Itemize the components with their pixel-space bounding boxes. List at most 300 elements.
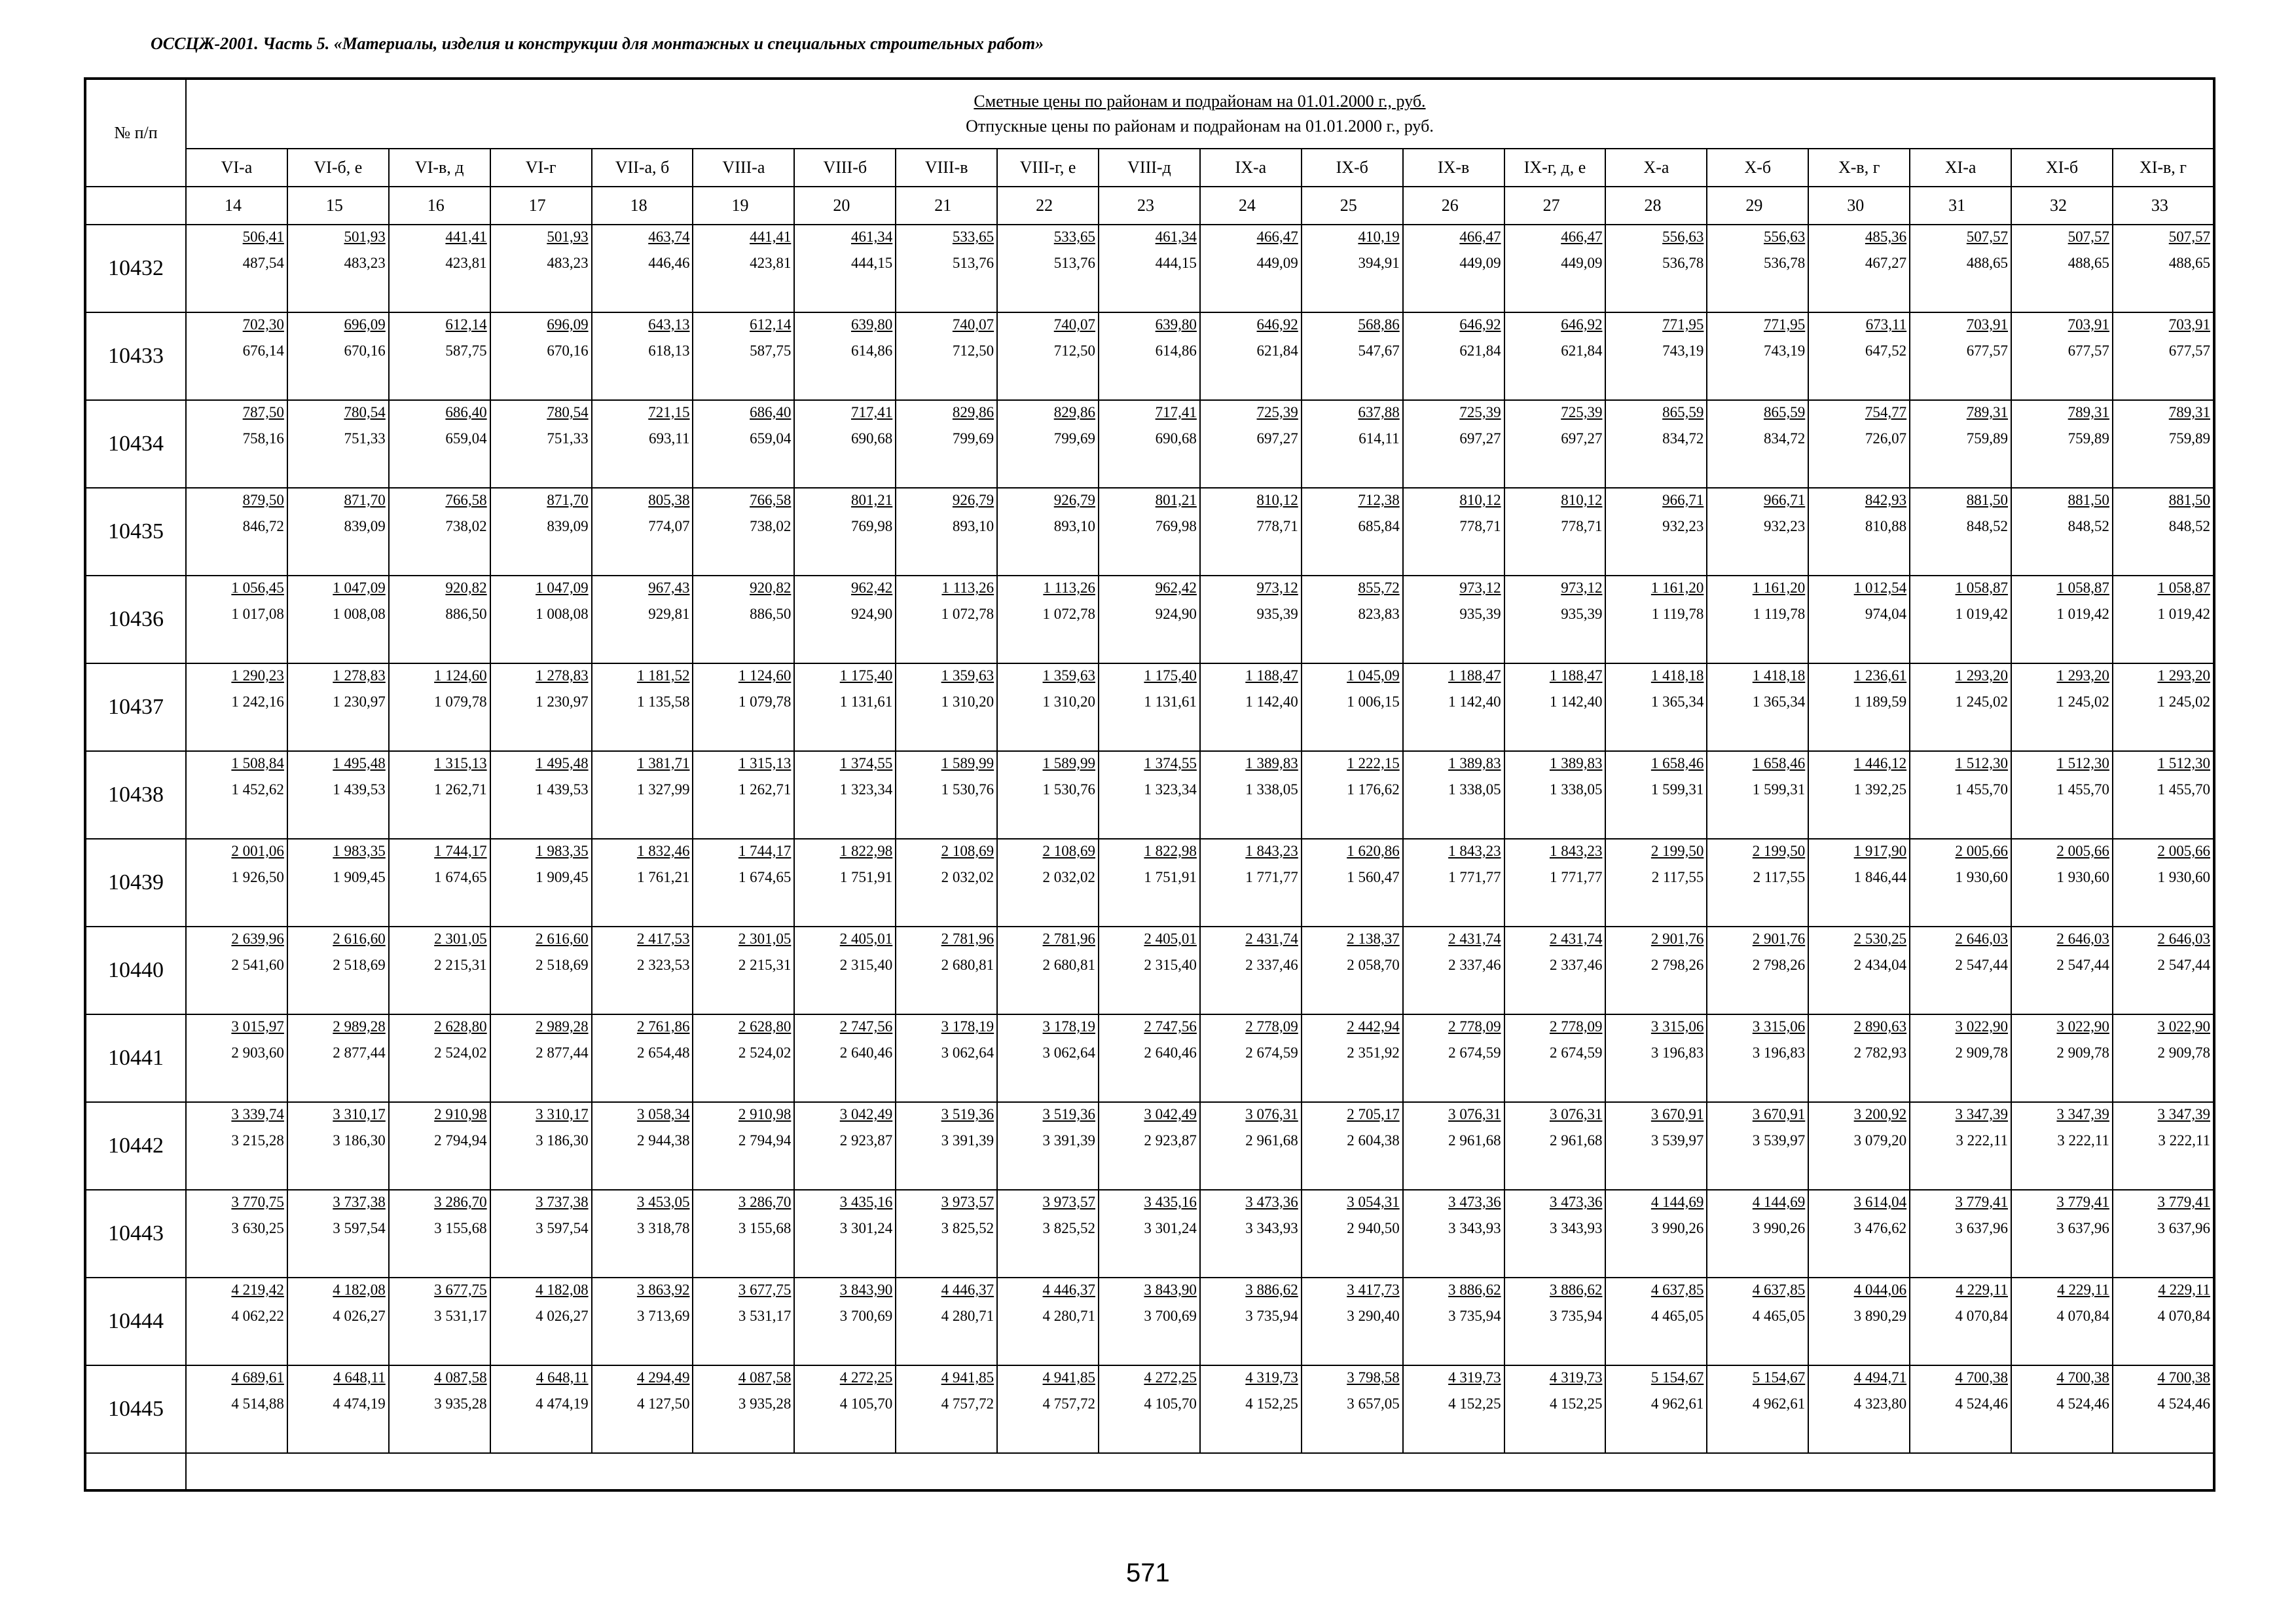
estimated-price: 721,15 bbox=[648, 404, 690, 420]
price-cell bbox=[1808, 839, 1910, 927]
price-cell bbox=[1707, 225, 1808, 312]
district-header: XI-б bbox=[2011, 149, 2113, 187]
release-price: 3 539,97 bbox=[1752, 1132, 1806, 1149]
estimated-price: 4 494,71 bbox=[1853, 1369, 1907, 1386]
release-price: 1 119,78 bbox=[1651, 606, 1704, 622]
price-cell bbox=[2011, 400, 2113, 488]
column-number: 29 bbox=[1707, 187, 1808, 225]
district-header: VI-в, д bbox=[389, 149, 490, 187]
release-price: 1 930,60 bbox=[2056, 869, 2109, 885]
release-price: 3 476,62 bbox=[1853, 1220, 1907, 1236]
estimated-price: 1 124,60 bbox=[738, 667, 792, 684]
estimated-price: 2 901,76 bbox=[1752, 931, 1806, 947]
release-price: 690,68 bbox=[850, 430, 893, 447]
release-price: 1 189,59 bbox=[1853, 693, 1907, 710]
release-price: 2 032,02 bbox=[1042, 869, 1096, 885]
estimated-price: 2 005,66 bbox=[2157, 843, 2210, 859]
price-cell bbox=[1403, 1278, 1504, 1365]
release-price: 1 176,62 bbox=[1347, 781, 1400, 798]
estimated-price: 766,58 bbox=[445, 492, 487, 508]
table-row bbox=[85, 1102, 2214, 1190]
estimated-price: 1 389,83 bbox=[1448, 755, 1501, 771]
price-cell bbox=[2011, 751, 2113, 839]
estimated-price: 3 435,16 bbox=[1144, 1194, 1197, 1210]
price-cell bbox=[389, 400, 490, 488]
price-cell bbox=[1808, 1365, 1910, 1453]
estimated-price: 2 301,05 bbox=[434, 931, 487, 947]
release-price: 759,89 bbox=[2068, 430, 2109, 447]
table-row bbox=[85, 312, 2214, 400]
release-price: 1 019,42 bbox=[2157, 606, 2210, 622]
release-price: 2 215,31 bbox=[434, 957, 487, 973]
estimated-price: 4 700,38 bbox=[2056, 1369, 2109, 1386]
price-cell bbox=[1200, 927, 1302, 1014]
price-cell bbox=[2113, 488, 2214, 576]
estimated-price: 4 637,85 bbox=[1650, 1282, 1704, 1298]
release-price: 3 735,94 bbox=[1549, 1308, 1603, 1324]
estimated-price: 2 616,60 bbox=[333, 931, 386, 947]
price-cell bbox=[287, 1014, 389, 1102]
release-price: 3 597,54 bbox=[536, 1220, 589, 1236]
release-price: 769,98 bbox=[850, 518, 893, 534]
price-cell bbox=[186, 751, 287, 839]
release-price: 587,75 bbox=[750, 342, 792, 359]
price-cell bbox=[1302, 839, 1403, 927]
estimated-price: 556,63 bbox=[1662, 229, 1704, 245]
district-header: VIII-а bbox=[693, 149, 794, 187]
release-price: 799,69 bbox=[1053, 430, 1096, 447]
release-price: 2 944,38 bbox=[636, 1132, 690, 1149]
release-price: 2 674,59 bbox=[1245, 1044, 1298, 1061]
estimated-price: 966,71 bbox=[1764, 492, 1806, 508]
estimated-price: 881,50 bbox=[2168, 492, 2210, 508]
price-cell bbox=[1605, 225, 1707, 312]
estimated-price: 2 616,60 bbox=[536, 931, 589, 947]
release-price: 1 599,31 bbox=[1650, 781, 1704, 798]
release-price: 2 909,78 bbox=[1955, 1044, 2009, 1061]
estimated-price: 789,31 bbox=[2168, 404, 2210, 420]
release-price: 974,04 bbox=[1865, 606, 1907, 622]
release-price: 1 135,58 bbox=[636, 693, 690, 710]
table-row bbox=[85, 576, 2214, 663]
estimated-price: 4 700,38 bbox=[1955, 1369, 2009, 1386]
release-price: 839,09 bbox=[547, 518, 589, 534]
table-row bbox=[85, 839, 2214, 927]
release-price: 488,65 bbox=[2168, 255, 2210, 271]
estimated-price: 2 108,69 bbox=[941, 843, 994, 859]
estimated-price: 4 229,11 bbox=[2158, 1282, 2210, 1298]
estimated-price: 1 983,35 bbox=[333, 843, 386, 859]
price-cell bbox=[1504, 751, 1606, 839]
release-price: 697,27 bbox=[1561, 430, 1603, 447]
release-price: 726,07 bbox=[1865, 430, 1907, 447]
release-price: 3 657,05 bbox=[1347, 1395, 1400, 1412]
price-cell bbox=[1707, 400, 1808, 488]
release-price: 4 127,50 bbox=[636, 1395, 690, 1412]
estimated-price: 2 530,25 bbox=[1853, 931, 1907, 947]
estimated-price: 2 890,63 bbox=[1853, 1018, 1907, 1035]
release-price: 690,68 bbox=[1155, 430, 1197, 447]
price-cell bbox=[997, 576, 1099, 663]
estimated-price: 754,77 bbox=[1865, 404, 1907, 420]
price-cell bbox=[1302, 225, 1403, 312]
release-price: 743,19 bbox=[1662, 342, 1704, 359]
estimated-price: 3 315,06 bbox=[1650, 1018, 1704, 1035]
release-price: 2 518,69 bbox=[333, 957, 386, 973]
column-number-blank bbox=[85, 187, 186, 225]
release-price: 3 597,54 bbox=[333, 1220, 386, 1236]
price-cell bbox=[389, 1278, 490, 1365]
release-price: 2 909,78 bbox=[2157, 1044, 2210, 1061]
release-price: 1 455,70 bbox=[2157, 781, 2210, 798]
release-price: 2 903,60 bbox=[231, 1044, 284, 1061]
price-cell bbox=[287, 312, 389, 400]
release-price: 487,54 bbox=[242, 255, 284, 271]
estimated-price: 1 175,40 bbox=[1144, 667, 1197, 684]
district-header: VIII-б bbox=[794, 149, 896, 187]
price-cell bbox=[1200, 312, 1302, 400]
estimated-price: 1 822,98 bbox=[839, 843, 893, 859]
estimated-price: 725,39 bbox=[1256, 404, 1298, 420]
release-price: 1 242,16 bbox=[231, 693, 284, 710]
release-price: 2 680,81 bbox=[1042, 957, 1096, 973]
estimated-price: 1 832,46 bbox=[636, 843, 690, 859]
price-cell bbox=[1605, 1365, 1707, 1453]
table-row bbox=[85, 488, 2214, 576]
estimated-price: 1 188,47 bbox=[1448, 667, 1501, 684]
release-price: 1 751,91 bbox=[1144, 869, 1197, 885]
column-number: 33 bbox=[2113, 187, 2214, 225]
price-cell bbox=[1910, 576, 2011, 663]
price-cell bbox=[1200, 1190, 1302, 1278]
estimated-price: 1 512,30 bbox=[2056, 755, 2109, 771]
release-price: 2 877,44 bbox=[536, 1044, 589, 1061]
release-price: 2 782,93 bbox=[1853, 1044, 1907, 1061]
estimated-price: 2 747,56 bbox=[839, 1018, 893, 1035]
release-price: 4 962,61 bbox=[1650, 1395, 1704, 1412]
release-price: 2 923,87 bbox=[839, 1132, 893, 1149]
release-price: 2 524,02 bbox=[434, 1044, 487, 1061]
caption-otpusk: Отпускные цены по районам и подрайонам на 01.01.2000 г., руб. bbox=[966, 117, 1434, 136]
row-number: 10440 bbox=[85, 927, 186, 1014]
price-cell bbox=[186, 927, 287, 1014]
estimated-price: 787,50 bbox=[242, 404, 284, 420]
column-number: 18 bbox=[592, 187, 693, 225]
release-price: 2 547,44 bbox=[2157, 957, 2210, 973]
price-cell bbox=[1910, 1278, 2011, 1365]
release-price: 778,71 bbox=[1459, 518, 1501, 534]
release-price: 3 186,30 bbox=[333, 1132, 386, 1149]
price-cell bbox=[1910, 400, 2011, 488]
estimated-price: 3 863,92 bbox=[636, 1282, 690, 1298]
estimated-price: 4 700,38 bbox=[2157, 1369, 2210, 1386]
estimated-price: 463,74 bbox=[648, 229, 690, 245]
release-price: 2 323,53 bbox=[636, 957, 690, 973]
estimated-price: 2 405,01 bbox=[1144, 931, 1197, 947]
estimated-price: 3 315,06 bbox=[1752, 1018, 1806, 1035]
release-price: 3 700,69 bbox=[1144, 1308, 1197, 1324]
price-cell bbox=[1707, 751, 1808, 839]
release-price: 2 337,46 bbox=[1549, 957, 1603, 973]
price-cell bbox=[997, 1190, 1099, 1278]
price-cell bbox=[1808, 1014, 1910, 1102]
price-cell bbox=[1200, 400, 1302, 488]
estimated-price: 2 781,96 bbox=[941, 931, 994, 947]
release-price: 1 909,45 bbox=[536, 869, 589, 885]
estimated-price: 4 941,85 bbox=[941, 1369, 994, 1386]
price-cell bbox=[490, 1365, 592, 1453]
price-cell bbox=[1504, 1278, 1606, 1365]
release-price: 3 062,64 bbox=[1042, 1044, 1096, 1061]
estimated-price: 1 315,13 bbox=[434, 755, 487, 771]
estimated-price: 1 446,12 bbox=[1853, 755, 1907, 771]
price-cell bbox=[693, 400, 794, 488]
estimated-price: 4 272,25 bbox=[1144, 1369, 1197, 1386]
release-price: 513,76 bbox=[1053, 255, 1096, 271]
estimated-price: 1 058,87 bbox=[1955, 580, 2009, 596]
estimated-price: 4 637,85 bbox=[1752, 1282, 1806, 1298]
release-price: 3 222,11 bbox=[2057, 1132, 2109, 1149]
estimated-price: 4 182,08 bbox=[333, 1282, 386, 1298]
estimated-price: 2 646,03 bbox=[2056, 931, 2109, 947]
price-cell bbox=[1910, 1190, 2011, 1278]
release-price: 4 474,19 bbox=[536, 1395, 589, 1412]
release-price: 3 935,28 bbox=[434, 1395, 487, 1412]
district-header: VI-а bbox=[186, 149, 287, 187]
price-cell bbox=[592, 1014, 693, 1102]
price-cell bbox=[1504, 312, 1606, 400]
estimated-price: 725,39 bbox=[1561, 404, 1603, 420]
price-cell bbox=[1403, 839, 1504, 927]
estimated-price: 3 779,41 bbox=[1955, 1194, 2009, 1210]
estimated-price: 2 199,50 bbox=[1650, 843, 1704, 859]
estimated-price: 1 359,63 bbox=[941, 667, 994, 684]
estimated-price: 1 822,98 bbox=[1144, 843, 1197, 859]
price-cell bbox=[389, 312, 490, 400]
price-cell bbox=[1200, 839, 1302, 927]
estimated-price: 1 181,52 bbox=[636, 667, 690, 684]
price-cell bbox=[1403, 751, 1504, 839]
estimated-price: 1 589,99 bbox=[1042, 755, 1096, 771]
price-cell bbox=[1504, 839, 1606, 927]
release-price: 2 961,68 bbox=[1549, 1132, 1603, 1149]
release-price: 834,72 bbox=[1662, 430, 1704, 447]
estimated-price: 871,70 bbox=[547, 492, 589, 508]
release-price: 1 017,08 bbox=[231, 606, 284, 622]
release-price: 449,09 bbox=[1561, 255, 1603, 271]
price-cell bbox=[1302, 1014, 1403, 1102]
district-header: IX-г, д, е bbox=[1504, 149, 1606, 187]
estimated-price: 3 178,19 bbox=[1042, 1018, 1096, 1035]
price-cell bbox=[1504, 1102, 1606, 1190]
price-cell bbox=[1302, 488, 1403, 576]
column-number: 27 bbox=[1504, 187, 1606, 225]
district-header: VIII-г, е bbox=[997, 149, 1099, 187]
price-cell bbox=[896, 927, 997, 1014]
district-header: XI-в, г bbox=[2113, 149, 2214, 187]
estimated-price: 3 973,57 bbox=[1042, 1194, 1096, 1210]
price-cell bbox=[490, 488, 592, 576]
column-number: 19 bbox=[693, 187, 794, 225]
estimated-price: 3 779,41 bbox=[2157, 1194, 2210, 1210]
estimated-price: 461,34 bbox=[850, 229, 893, 245]
price-cell bbox=[1403, 1014, 1504, 1102]
release-price: 2 315,40 bbox=[839, 957, 893, 973]
column-number: 31 bbox=[1910, 187, 2011, 225]
estimated-price: 3 519,36 bbox=[1042, 1106, 1096, 1122]
district-header: IX-в bbox=[1403, 149, 1504, 187]
price-cell bbox=[997, 663, 1099, 751]
price-cell bbox=[1808, 400, 1910, 488]
row-number: 10437 bbox=[85, 663, 186, 751]
column-number: 24 bbox=[1200, 187, 1302, 225]
release-price: 932,23 bbox=[1764, 518, 1806, 534]
district-row bbox=[85, 149, 2214, 187]
release-price: 3 196,83 bbox=[1752, 1044, 1806, 1061]
release-price: 3 391,39 bbox=[941, 1132, 994, 1149]
estimated-price: 2 989,28 bbox=[333, 1018, 386, 1035]
release-price: 751,33 bbox=[547, 430, 589, 447]
price-cell bbox=[1707, 663, 1808, 751]
estimated-price: 1 843,23 bbox=[1549, 843, 1603, 859]
price-cell bbox=[693, 751, 794, 839]
row-number: 10443 bbox=[85, 1190, 186, 1278]
estimated-price: 962,42 bbox=[850, 580, 893, 596]
estimated-price: 3 054,31 bbox=[1347, 1194, 1400, 1210]
estimated-price: 612,14 bbox=[750, 316, 792, 333]
release-price: 1 131,61 bbox=[839, 693, 893, 710]
release-price: 446,46 bbox=[648, 255, 690, 271]
estimated-price: 3 886,62 bbox=[1448, 1282, 1501, 1298]
release-price: 2 798,26 bbox=[1752, 957, 1806, 973]
price-cell bbox=[1707, 1014, 1808, 1102]
estimated-price: 967,43 bbox=[648, 580, 690, 596]
estimated-price: 501,93 bbox=[344, 229, 386, 245]
estimated-price: 973,12 bbox=[1459, 580, 1501, 596]
column-number: 16 bbox=[389, 187, 490, 225]
price-cell bbox=[1200, 488, 1302, 576]
estimated-price: 2 001,06 bbox=[231, 843, 284, 859]
release-price: 3 155,68 bbox=[738, 1220, 792, 1236]
release-price: 743,19 bbox=[1764, 342, 1806, 359]
release-price: 778,71 bbox=[1561, 518, 1603, 534]
estimated-price: 1 278,83 bbox=[333, 667, 386, 684]
estimated-price: 1 389,83 bbox=[1549, 755, 1603, 771]
price-cell bbox=[794, 839, 896, 927]
price-cell bbox=[2113, 400, 2214, 488]
price-cell bbox=[1605, 1278, 1707, 1365]
release-price: 1 245,02 bbox=[2056, 693, 2109, 710]
release-price: 1 452,62 bbox=[231, 781, 284, 798]
price-cell bbox=[997, 1014, 1099, 1102]
estimated-price: 3 886,62 bbox=[1245, 1282, 1298, 1298]
empty-cell bbox=[85, 1453, 186, 1490]
release-price: 924,90 bbox=[1155, 606, 1197, 622]
estimated-price: 1 058,87 bbox=[2157, 580, 2210, 596]
price-cell bbox=[287, 1278, 389, 1365]
price-cell bbox=[794, 663, 896, 751]
estimated-price: 881,50 bbox=[1966, 492, 2009, 508]
release-price: 834,72 bbox=[1764, 430, 1806, 447]
price-cell bbox=[592, 751, 693, 839]
price-cell bbox=[389, 1365, 490, 1453]
release-price: 659,04 bbox=[445, 430, 487, 447]
estimated-price: 3 670,91 bbox=[1650, 1106, 1704, 1122]
price-cell bbox=[1403, 1365, 1504, 1453]
estimated-price: 4 648,11 bbox=[333, 1369, 386, 1386]
price-cell bbox=[1808, 927, 1910, 1014]
release-price: 2 654,48 bbox=[636, 1044, 690, 1061]
estimated-price: 533,65 bbox=[1053, 229, 1096, 245]
estimated-price: 3 339,74 bbox=[231, 1106, 284, 1122]
estimated-price: 2 431,74 bbox=[1245, 931, 1298, 947]
release-price: 2 674,59 bbox=[1448, 1044, 1501, 1061]
release-price: 2 877,44 bbox=[333, 1044, 386, 1061]
estimated-price: 4 144,69 bbox=[1752, 1194, 1806, 1210]
price-cell bbox=[794, 312, 896, 400]
release-price: 621,84 bbox=[1561, 342, 1603, 359]
price-cell bbox=[1808, 1278, 1910, 1365]
estimated-price: 466,47 bbox=[1459, 229, 1501, 245]
price-cell bbox=[287, 400, 389, 488]
row-number: 10438 bbox=[85, 751, 186, 839]
estimated-price: 879,50 bbox=[242, 492, 284, 508]
release-price: 2 351,92 bbox=[1347, 1044, 1400, 1061]
price-cell bbox=[186, 1365, 287, 1453]
row-number: 10432 bbox=[85, 225, 186, 312]
estimated-price: 461,34 bbox=[1155, 229, 1197, 245]
release-price: 3 196,83 bbox=[1650, 1044, 1704, 1061]
price-cell bbox=[1302, 1190, 1403, 1278]
release-price: 893,10 bbox=[952, 518, 994, 534]
price-cell bbox=[2011, 488, 2113, 576]
price-cell bbox=[1605, 663, 1707, 751]
release-price: 1 019,42 bbox=[1955, 606, 2009, 622]
release-price: 1 019,42 bbox=[2056, 606, 2109, 622]
release-price: 2 961,68 bbox=[1245, 1132, 1298, 1149]
price-cell bbox=[896, 751, 997, 839]
release-price: 1 530,76 bbox=[941, 781, 994, 798]
estimated-price: 1 418,18 bbox=[1752, 667, 1806, 684]
district-header: IX-б bbox=[1302, 149, 1403, 187]
release-price: 935,39 bbox=[1256, 606, 1298, 622]
estimated-price: 829,86 bbox=[952, 404, 994, 420]
estimated-price: 865,59 bbox=[1764, 404, 1806, 420]
release-price: 2 680,81 bbox=[941, 957, 994, 973]
estimated-price: 1 658,46 bbox=[1752, 755, 1806, 771]
price-cell bbox=[1910, 312, 2011, 400]
column-number: 15 bbox=[287, 187, 389, 225]
release-price: 483,23 bbox=[344, 255, 386, 271]
price-cell bbox=[490, 839, 592, 927]
estimated-price: 2 138,37 bbox=[1347, 931, 1400, 947]
release-price: 423,81 bbox=[445, 255, 487, 271]
price-cell bbox=[1302, 1365, 1403, 1453]
estimated-price: 5 154,67 bbox=[1650, 1369, 1704, 1386]
price-cell bbox=[1200, 1365, 1302, 1453]
price-cell bbox=[2011, 663, 2113, 751]
estimated-price: 881,50 bbox=[2068, 492, 2109, 508]
estimated-price: 1 744,17 bbox=[434, 843, 487, 859]
release-price: 3 735,94 bbox=[1245, 1308, 1298, 1324]
release-price: 4 152,25 bbox=[1245, 1395, 1298, 1412]
release-price: 3 222,11 bbox=[1956, 1132, 2009, 1149]
release-price: 3 222,11 bbox=[2158, 1132, 2210, 1149]
release-price: 3 391,39 bbox=[1042, 1132, 1096, 1149]
num-header: № п/п bbox=[85, 79, 186, 187]
estimated-price: 441,41 bbox=[750, 229, 792, 245]
price-cell bbox=[389, 1190, 490, 1278]
